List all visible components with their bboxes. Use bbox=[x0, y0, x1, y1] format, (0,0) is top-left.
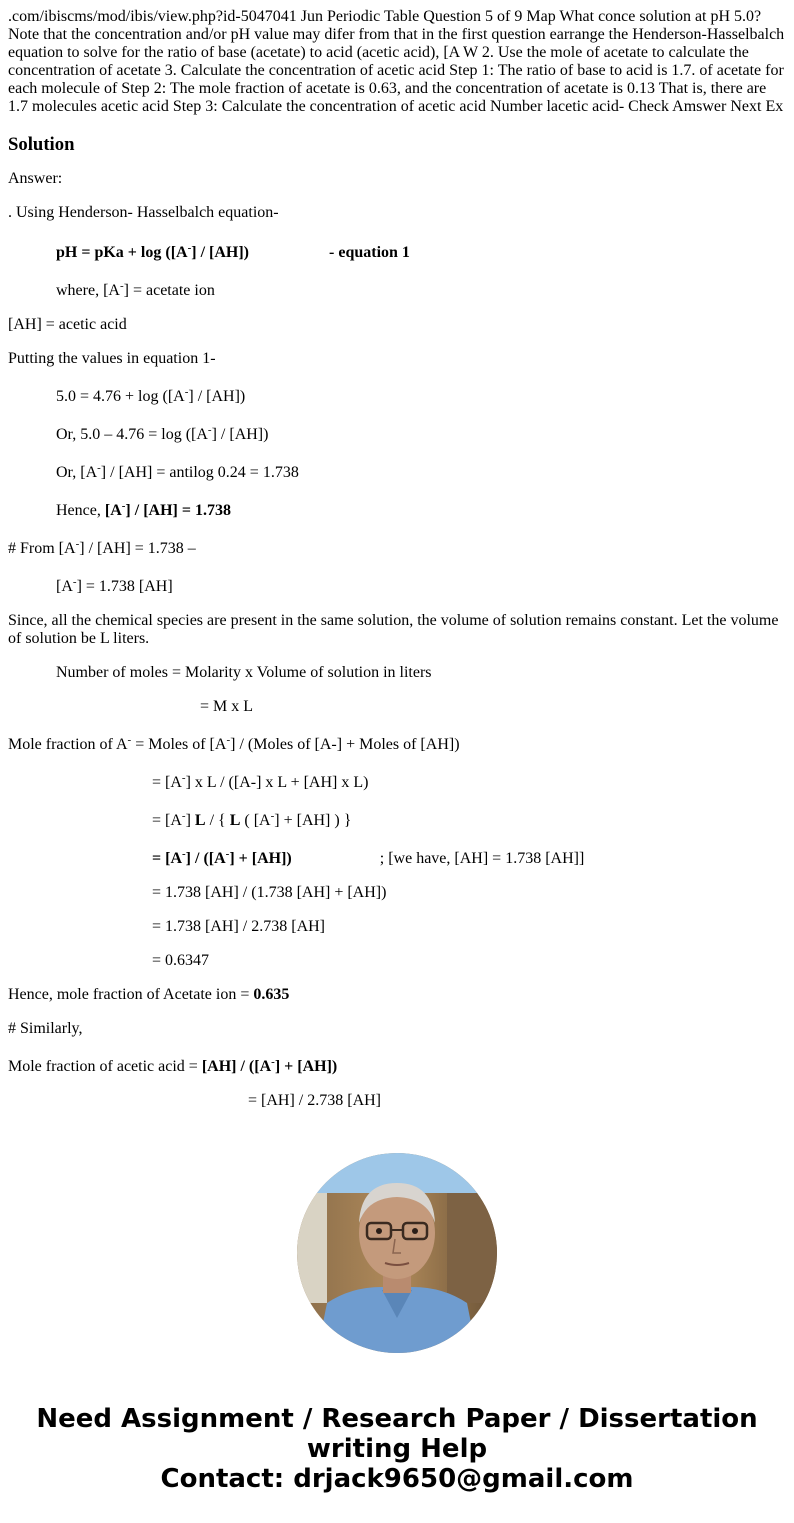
text-part: L bbox=[229, 812, 241, 829]
question-text: .com/ibiscms/mod/ibis/view.php?id-5047041 Jun Periodic Table Question 5 of 9 Map What conce solution at pH 5.0? Note that the concentration and/or pH value may difer from that in the first question earrange the Henderson-Hasselbalch equation to solve for the ratio of base (acetate) to acid (acetic acid), [A W 2. Use the mole of acetate to calculate the concentration of acetate 3. Calculate the concentration of acetic acid Step 1: The ratio of base to acid is 1.7. of acetate for each molecule of Step 2: The mole fraction of acetate is 0.63, and the concentration of acetate is 0.13 That is, there are 1.7 molecules acetic acid Step 3: Calculate the concentration of acetic acid Number lacetic acid- Check Amswer Next Ex bbox=[8, 8, 785, 115]
mole-fraction-line-5: = 1.738 [AH] / (1.738 [AH] + [AH]) bbox=[152, 884, 387, 901]
text-part: [A bbox=[56, 578, 73, 595]
text-part: = [A bbox=[152, 850, 182, 867]
equation-1 bbox=[56, 244, 786, 262]
mole-fraction-line-4 bbox=[152, 850, 786, 868]
acetic-acid-fraction bbox=[8, 1058, 786, 1076]
promo-footer bbox=[0, 1404, 794, 1494]
text-part: Mole fraction of A bbox=[8, 736, 128, 753]
text-part: [A bbox=[104, 502, 122, 519]
text-part: Hence, bbox=[56, 502, 105, 519]
text-part: ] / [AH] = antilog 0.24 = 1.738 bbox=[100, 464, 299, 481]
from-ratio bbox=[8, 540, 786, 558]
superscript: - bbox=[72, 576, 77, 588]
calc-line-1 bbox=[56, 388, 786, 406]
text-part: / { bbox=[205, 812, 230, 829]
intro-text: . Using Henderson- Hasselbalch equation- bbox=[8, 204, 279, 221]
solution-heading: Solution bbox=[8, 134, 75, 155]
calc-line-2 bbox=[56, 426, 786, 444]
mole-fraction-line-7: = 0.6347 bbox=[152, 952, 210, 969]
text-part: ] + [AH] ) } bbox=[274, 812, 352, 829]
text-part: Hence, mole fraction of Acetate ion = bbox=[8, 986, 254, 1003]
superscript: - bbox=[226, 734, 231, 746]
hence-ratio bbox=[56, 502, 786, 520]
text-part: L bbox=[194, 812, 206, 829]
mole-fraction-line-6: = 1.738 [AH] / 2.738 [AH] bbox=[152, 918, 325, 935]
superscript: - bbox=[271, 1056, 275, 1068]
ah-definition: [AH] = acetic acid bbox=[8, 316, 127, 333]
similarly-line: # Similarly, bbox=[8, 1020, 83, 1037]
answer-label: Answer: bbox=[8, 170, 63, 187]
text-part: ] / [AH] = 1.738 bbox=[125, 502, 231, 519]
text-part: ] / (Moles of [A-] + Moles of [AH]) bbox=[230, 736, 460, 753]
text-part: ] bbox=[185, 812, 195, 829]
tutor-avatar bbox=[297, 1153, 497, 1353]
text-part: ] = 1.738 [AH] bbox=[76, 578, 173, 595]
mole-fraction-line-3 bbox=[152, 812, 786, 830]
eq1-lhs: pH = pKa + log ([A bbox=[56, 244, 188, 261]
footer-line-2: writing Help bbox=[306, 1434, 488, 1464]
text-part: ] / ([A bbox=[185, 850, 226, 867]
superscript: - bbox=[270, 810, 275, 822]
text-part: ] / [AH] = 1.738 – bbox=[79, 540, 196, 557]
text-part: [AH] / ([A bbox=[201, 1058, 272, 1075]
superscript: - bbox=[75, 538, 80, 550]
footer-contact: Contact: drjack9650@gmail.com bbox=[160, 1464, 634, 1494]
equation-label: - equation 1 bbox=[329, 244, 410, 261]
text-part: ] = acetate ion bbox=[123, 282, 215, 299]
acetate-equation bbox=[56, 578, 786, 596]
mole-fraction-line-2 bbox=[152, 774, 786, 792]
text-part: Mole fraction of acetic acid = bbox=[8, 1058, 202, 1075]
putting-values: Putting the values in equation 1- bbox=[8, 350, 216, 367]
text-part: Or, [A bbox=[56, 464, 98, 481]
text-part: ] + [AH]) bbox=[229, 850, 292, 867]
since-paragraph: Since, all the chemical species are present in the same solution, the volume of solution remains constant. Let the volume of solution be L liters. bbox=[8, 612, 779, 647]
superscript: - bbox=[187, 242, 192, 254]
where-line bbox=[56, 282, 786, 300]
mole-fraction-line-1 bbox=[8, 736, 786, 754]
text-part: = [A bbox=[152, 812, 182, 829]
superscript: - bbox=[121, 500, 126, 512]
superscript: - bbox=[225, 848, 230, 860]
text-part: # From [A bbox=[8, 540, 76, 557]
text-part: ] / [AH]) bbox=[188, 388, 246, 405]
moles-definition: Number of moles = Molarity x Volume of solution in liters bbox=[56, 664, 432, 681]
superscript: - bbox=[184, 386, 189, 398]
superscript: - bbox=[127, 734, 132, 746]
superscript: - bbox=[207, 424, 212, 436]
text-part: 0.635 bbox=[253, 986, 290, 1003]
hence-acetate-fraction bbox=[8, 986, 786, 1004]
superscript: - bbox=[181, 810, 186, 822]
text-part: 5.0 = 4.76 + log ([A bbox=[56, 388, 185, 405]
moles-equation: = M x L bbox=[200, 698, 254, 715]
text-part: ] / [AH]) bbox=[211, 426, 269, 443]
superscript: - bbox=[181, 772, 186, 784]
text-part: = [A bbox=[152, 774, 182, 791]
superscript: - bbox=[97, 462, 101, 474]
text-part: ( [A bbox=[240, 812, 271, 829]
text-part: ] + [AH]) bbox=[274, 1058, 338, 1075]
text-part: ] x L / ([A-] x L + [AH] x L) bbox=[185, 774, 369, 791]
acetic-acid-fraction-2: = [AH] / 2.738 [AH] bbox=[248, 1092, 381, 1109]
text-part: where, [A bbox=[56, 282, 120, 299]
eq1-rhs: ] / [AH]) bbox=[191, 244, 250, 261]
avatar-image bbox=[297, 1153, 497, 1353]
text-part: Or, 5.0 – 4.76 = log ([A bbox=[56, 426, 208, 443]
text-part: ; [we have, [AH] = 1.738 [AH]] bbox=[379, 850, 585, 867]
footer-line-1: Need Assignment / Research Paper / Dissertation bbox=[36, 1404, 758, 1434]
text-part: = Moles of [A bbox=[131, 736, 227, 753]
superscript: - bbox=[119, 280, 124, 292]
superscript: - bbox=[182, 848, 186, 860]
calc-line-3 bbox=[56, 464, 786, 482]
